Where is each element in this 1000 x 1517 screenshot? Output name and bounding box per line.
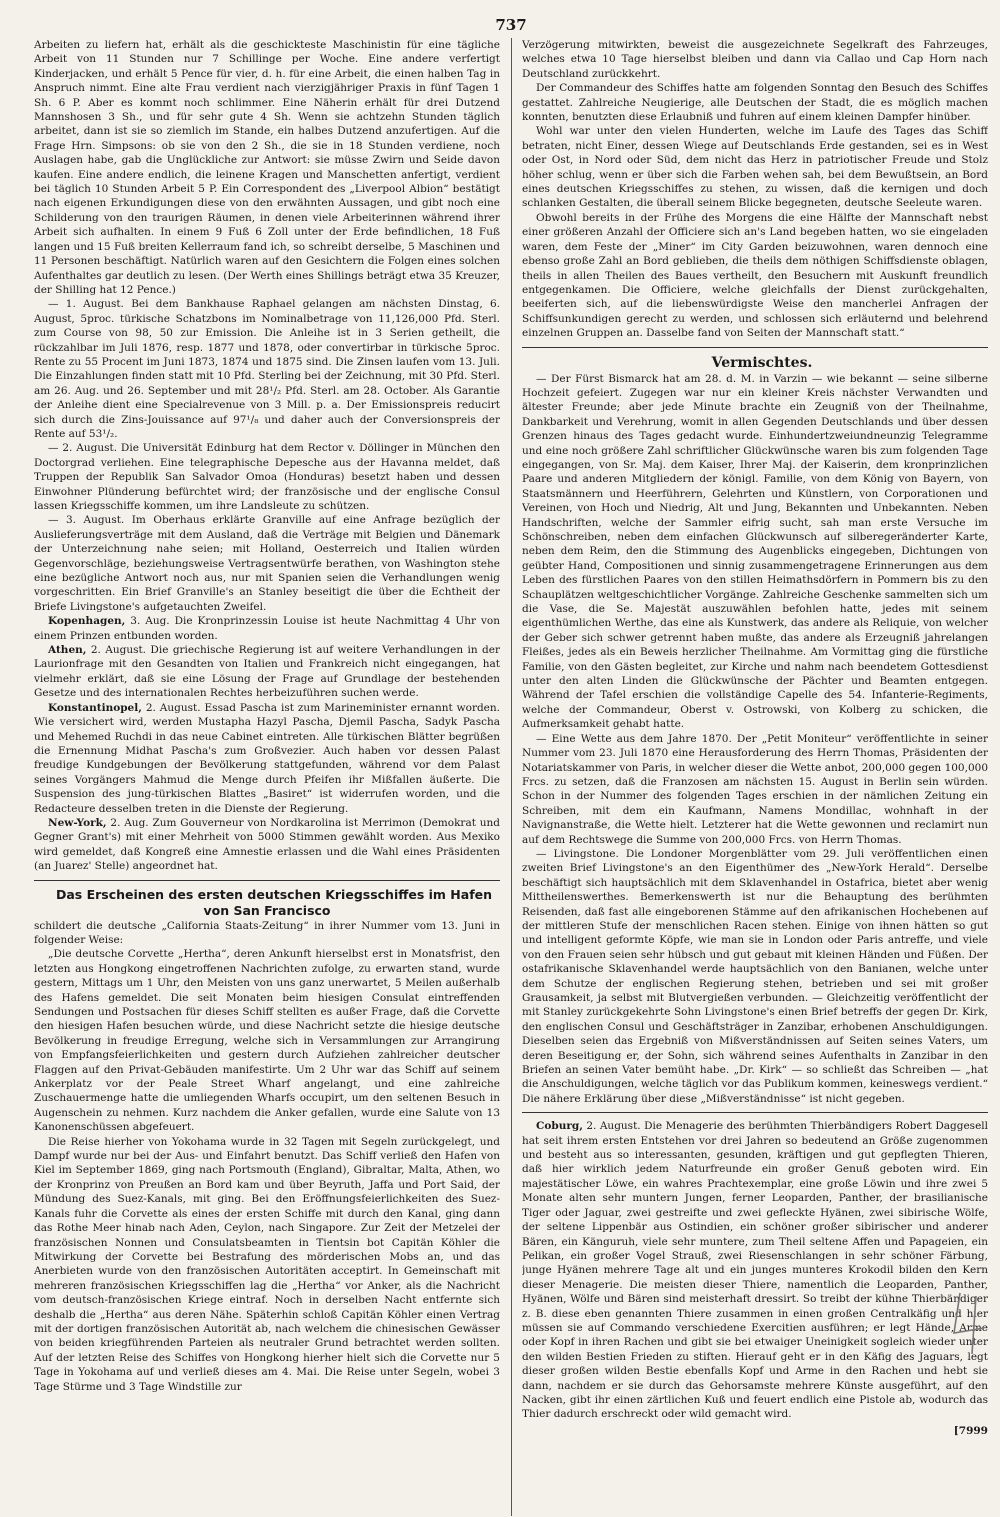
news-text: 2. August. Die griechische Regierung ist auf weitere Verhandlungen in der Laurionfrage mit den Gesandten von Italien und Frankreich nicht eingegangen, hat vielmehr erklärt, daß sie eine Lösung der Frage auf Grundlage der bestehenden Gesetze und des internationalen Rechtes herbeizuführen suchen werde. xyxy=(34,644,500,700)
paragraph: „Die deutsche Corvette „Hertha“, deren Ankunft hierselbst erst in Monatsfrist, den letzten aus Hongkong eingetroffenen Nachrichten zufolge, zu erwarten stand, wurde gestern, Mittags um 1 Uhr, den Meisten von uns ganz unerwartet, 5 Meilen außerhalb des Hafens gemeldet. Die seit Monaten beim hiesigen Consulat eintreffenden Sendungen und Postsachen für dieses Schiff stellten es außer Frage, daß die Corvette den hiesigen Hafen besuchen würde, und diese Nachricht setzte die hiesige deutsche Bevölkerung in freudige Erregung, welche sich in Versammlungen zur Arrangirung von Empfangsfeierlichkeiten und gestern durch Aufziehen zahlreicher deutscher Flaggen auf den Privat-Gebäuden manifestirte. Um 2 Uhr war das Schiff auf seinem Ankerplatz vor der Peale Street Wharf angelangt, und eine zahlreiche Zuschauermenge hatte die umliegenden Wharfs occupirt, um den seltenen Besuch in Augenschein zu nehmen. Kurz nachdem die Anker gefallen, wurde eine Salute von 13 Kanonenschüssen abgefeuert. xyxy=(34,948,500,1134)
news-item xyxy=(522,1119,988,1422)
divider xyxy=(522,1112,988,1113)
paragraph: — 1. August. Bei dem Bankhause Raphael gelangen am nächsten Dinstag, 6. August, 5proc. türkische Schatzbons im Nominalbetrage von 11,126,000 Pfd. Sterl. zum Course von 98, 50 zur Emission. Die Anleihe ist in 3 Serien getheilt, die rückzahlbar im Juli 1876, resp. 1877 und 1878, oder convertirbar in türkische 5proc. Rente zu 55 Procent im Juni 1873, 1874 und 1875 sind. Die Zinsen laufen vom 13. Juli. Die Einzahlungen finden statt mit 10 Pfd. Sterling bei der Zeichnung, mit 30 Pfd. Sterl. am 26. Aug. und 26. September und mit 28¹/₂ Pfd. Sterl. am 28. October. Als Garantie der Anleihe dient eine Specialrevenue von 3 Mill. p. a. Der Emissionspreis reducirt sich durch die Zins-Jouissance auf 97¹/₈ und daher auch der Conversionspreis der Rente auf 53¹/₂. xyxy=(34,298,500,440)
paragraph: Obwohl bereits in der Frühe des Morgens die eine Hälfte der Mannschaft nebst einer größeren Anzahl der Officiere sich an's Land begeben hatten, wo sie eingeladen waren, dem Feste der „Miner“ im City Garden beizuwohnen, waren dennoch eine ebenso große Zahl an Bord geblieben, die theils dem nöthigen Schiffsdienste oblagen, theils in allen Theilen des Baues vertheilt, den Besuchern mit Auskunft freundlich entgegenkamen. Die Officiere, welche gleichfalls der Dienst zurückgehalten, beeiferten sich, auf die liebenswürdigste Weise den mancherlei Anfragen der Schiffsunkundigen gerecht zu werden, und schlossen sich erläuternd und belehrend einzelnen Gruppen an. Dasselbe fand von Seiten der Mannschaft statt.“ xyxy=(522,211,988,340)
news-text: 2. August. Die Menagerie des berühmten Thierbändigers Robert Daggesell hat seit ihrem ersten Entstehen vor drei Jahren so bedeutend an Größe zugenommen und besteht aus so interessanten, gesunden, kräftigen und gut gepflegten Thieren, daß hier wirklich jedem Naturfreunde ein großer Genuß geboten wird. Ein majestätischer Löwe, ein wahres Prachtexemplar, eine große Löwin und ihre zwei 5 Monate alten sehr muntern Jungen, ferner Leoparden, Panther, der brasilianische Tiger oder Jaguar, zwei gestreifte und zwei gefleckte Hyänen, zwei sibirische Wölfe, der seltene Lippenbär aus Ostindien, ein schöner großer sibirischer und anderer Bären, ein Känguruh, viele sehr muntere, zum Theil seltene Affen und Papageien, ein Pelikan, ein großer Vogel Strauß, zwei Riesenschlangen in sehr schöner Färbung, junge Hyänen mehrere Tage alt und ein junges munteres Krokodil bilden den Kern dieser Menagerie. Die meisten dieser Thiere, namentlich die Leoparden, Panther, Hyänen, Wölfe und Bären sind meisterhaft dressirt. So treibt der kühne Thierbändiger z. B. diese eben genannten Thiere zusammen in einen großen Centralkäfig und hier müssen sie auf Commando verschiedene Exercitien ausführen; er legt Hände, Arme oder Kopf in ihren Rachen und gibt sie bei etwaiger Uneinigkeit sogleich wieder unter den wilden Bestien Frieden zu stiften. Hierauf geht er in den Käfig des Jaguars, legt dieser großen wilden Bestie ebenfalls Kopf und Arme in den Rachen und hebt sie dann, nachdem er sie durch das Gehorsamste mehrere Künste ausgeführt, auf den Nacken, gibt ihr einen zärtlichen Kuß und feuert endlich eine Pistole ab, wodurch das Thier dadurch erschreckt oder wild gemacht wird. xyxy=(522,1120,988,1421)
paragraph: Der Commandeur des Schiffes hatte am folgenden Sonntag den Besuch des Schiffes gestattet. Zahlreiche Neugierige, alle Deutschen der Stadt, die es möglich machen konnten, benutzten diese Erlaubniß und fuhren auf einem kleinen Dampfer hinüber. xyxy=(522,82,988,124)
pencil-mark-icon xyxy=(950,1288,988,1358)
paragraph: Verzögerung mitwirkten, beweist die ausgezeichnete Segelkraft des Fahrzeuges, welches etwa 10 Tage hierselbst bleiben und dann via Callao und Cap Horn nach Deutschland zurückkehrt. xyxy=(522,39,988,80)
paragraph: Die Reise hierher von Yokohama wurde in 32 Tagen mit Segeln zurückgelegt, und Dampf wurde nur bei der Aus- und Einfahrt benutzt. Das Schiff verließ den Hafen von Kiel im September 1869, ging nach Portsmouth (England), Gibraltar, Malta, Athen, wo der Kronprinz von Preußen an Bord kam und über Beyruth, Jaffa und Port Said, der Mündung des Suez-Kanals, mit ging. Bei den Eröffnungsfeierlichkeiten des Suez-Kanals fuhr die Corvette als eines der ersten Schiffe mit durch den Kanal, ging dann das Rothe Meer hinab nach Aden, Ceylon, nach Singapore. Zur Zeit der Metzelei der französischen Nonnen und Consulatsbeamten in Tientsin bot Capitän Köhler die Mitwirkung der Corvette bei Bestrafung des mörderischen Mobs an, und das Anerbieten wurde von den französischen Autoritäten acceptirt. In Gemeinschaft mit mehreren französischen Kriegsschiffen lag die „Hertha“ vor Anker, als die Nachricht vom deutsch-französischen Kriege eintraf. Noch in derselben Nacht entfernte sich deshalb die „Hertha“ aus deren Nähe. Späterhin schloß Capitän Köhler einen Vertrag mit der dortigen französischen Autorität ab, nach welchem die chinesischen Gewässer von beiden kriegführenden Parteien als neutraler Grund betrachtet werden sollten. Auf der letzten Reise des Schiffes von Hongkong hierher hielt sich die Corvette nur 5 Tage in Yokohama auf und verließ dieses am 4. Mai. Die Reise unter Segeln, wobei 3 Tage Stürme und 3 Tage Windstille zur xyxy=(34,1135,500,1393)
dateline-place: Athen, xyxy=(48,644,87,657)
news-text: 2. August. Essad Pascha ist zum Marineminister ernannt worden. Wie versichert wird, werden Mustapha Hazyl Pascha, Djemil Pascha, Sadyk Pascha und Mehemed Ruchdi in das neue Cabinet eintreten. Alle türkischen Blätter begrüßen die Ernennung Midhat Pascha's zum Großvezier. Auch haben vor dessen Palast freudige Kundgebungen der Bevölkerung stattgefunden, während vor dem Palast seines Vorgängers Mahmud die Menge durch Pfeifen ihr Mißfallen äußerte. Die Suspension des jung-türkischen Blattes „Basiret“ ist widerrufen worden, und die Redacteure desselben treten in die Dienste der Regierung. xyxy=(34,701,500,815)
news-text: 3. Aug. Die Kronprinzessin Louise ist heute Nachmittag 4 Uhr von einem Prinzen entbunden worden. xyxy=(34,615,500,642)
dateline-place: New-York, xyxy=(48,816,107,829)
paragraph: — Der Fürst Bismarck hat am 28. d. M. in Varzin — wie bekannt — seine silberne Hochzeit gefeiert. Zugegen war nur ein kleiner Kreis nächster Verwandten und ältester Freunde; aber jede Minute brachte ein Zeugniß von der Theilnahme, Dankbarkeit und Verehrung, womit in allen Gegenden Deutschlands und über dessen Grenzen hinaus des Tages gedacht wurde. Einhundertzweiundneunzig Telegramme und eine noch größere Zahl schriftlicher Glückwünsche waren bis zum folgenden Tage eingegangen, von Sr. Maj. dem Kaiser, Ihrer Maj. der Kaiserin, dem kronprinzlichen Paare und anderen Mitgliedern der königl. Familie, von dem König von Bayern, von Staatsmännern und Heerführern, Gelehrten und Künstlern, von Corporationen und Vereinen, von Hoch und Niedrig, Alt und Jung, Bekannten und Unbekannten. Neben Handschriften, welche der Sammler eifrig sucht, sah man erste Versuche im Schönschreiben, neben dem einfachen Glückwunsch auf silberegeränderter Karte, neben dem Reim, den die Stimmung des Augenblicks eingegeben, Dichtungen von geübter Hand, Compositionen und sinnig zusammengetragene Erinnerungen aus dem Leben des fürstlichen Paares von den stillen Heimathsdörfern in Pommern bis zu den Schauplätzen weltgeschichtlicher Vorgänge. Zahlreiche Geschenke sammelten sich um die Vase, die Se. Majestät auszuwählen befohlen hatte, jedes mit seinem eigenthümlichen Werthe, das eine als Kunstwerk, das andere als Reliquie, von welcher der Geber sich schwer getrennt haben mußte, das andere als Erzeugniß jahrelangen Fleißes, jedes als ein Beweis herzlicher Theilnahme. Am Vormittag ging die fürstliche Familie, von den Gästen begleitet, zur Kirche und nahm nach beendetem Gottesdienst unter den alten Linden die Glückwünsche der Pächter und Beamten entgegen. Während der Tafel erschien die vollständige Capelle des 54. Infanterie-Regiments, welche der Commandeur, Oberst v. Ostrowski, von Kolberg zu schicken, die Aufmerksamkeit gehabt hatte. xyxy=(522,372,988,731)
divider xyxy=(522,347,988,348)
paragraph: — 2. August. Die Universität Edinburg hat dem Rector v. Döllinger in München den Doctorgrad verliehen. Eine telegraphische Depesche aus der Havanna meldet, daß Truppen der Republik San Salvador Omoa (Honduras) besetzt haben und dessen Einwohner Plünderung befürchtet wird; der französische und der englische Consul lassen Kriegsschiffe kommen, um ihre Landsleute zu schützen. xyxy=(34,442,500,512)
divider xyxy=(34,880,500,881)
section-title: Vermischtes. xyxy=(711,354,813,371)
paragraph: schildert die deutsche „California Staats-Zeitung“ in ihrer Nummer vom 13. Juni in folgender Weise: xyxy=(34,919,500,946)
page-number: 737 xyxy=(495,16,527,34)
paragraph: Wohl war unter den vielen Hunderten, welche im Laufe des Tages das Schiff betraten, nicht Einer, dessen Wiege auf Deutschlands Erde gestanden, sei es in West oder Ost, in Nord oder Süd, dem nicht das Herz in patriotischer Freude und Stolz höher schlug, wenn er über sich die Farben wehen sah, bei dem Bewußtsein, an Bord eines deutschen Kriegsschiffes zu stehen, zu wissen, daß die kernigen und doch schlanken Gestalten, die überall seinem Blicke begegneten, deutsche Seeleute waren. xyxy=(522,125,988,210)
news-item xyxy=(34,701,500,816)
dateline-place: Kopenhagen, xyxy=(48,615,126,628)
news-item xyxy=(34,643,500,701)
news-item xyxy=(34,816,500,874)
paragraph: Arbeiten zu liefern hat, erhält als die geschickteste Maschinistin für eine tägliche Arbeit von 11 Stunden nur 7 Schillinge per Woche. Eine andere verfertigt Kinderjacken, und erhält 5 Pence für vier, d. h. für eine Arbeit, die einen halben Tag in Anspruch nimmt. Eine alte Frau verdient nach vierzigjähriger Praxis in fünf Tagen 1 Sh. 6 P. Aber es kommt noch schlimmer. Eine Näherin erhält für drei Dutzend Mannshosen 3 Sh., und für sehr gute 4 Sh. Wenn sie achtzehn Stunden täglich arbeitet, dann ist sie so ziemlich im Stande, ein halbes Dutzend anzufertigen. Auf die Frage Hrn. Simpsons: ob sie von den 2 Sh., die sie in 18 Stunden verdiene, noch Auslagen habe, gab die Unglückliche zur Antwort: sie müsse Zwirn und Seide davon kaufen. Eine andere endlich, die leinene Kragen und Manschetten anfertigt, verdient bei täglich 10 Stunden Arbeit 5 P. Ein Correspondent des „Liverpool Albion“ bestätigt nach eigenen Erkundigungen diese von den erwähnten Aussagen, und gibt noch eine Schilderung von den traurigen Räumen, in denen viele Arbeiterinnen während ihrer Arbeit sich aufhalten. In einem 9 Fuß 6 Zoll unter der Erde befindlichen, 18 Fuß langen und 15 Fuß breiten Kellerraum fand ich, so schreibt derselbe, 5 Maschinen und 11 Personen beschäftigt. Natürlich waren auf den Gesichtern die Folgen eines solchen Aufenthaltes gar deutlich zu lesen. (Der Werth eines Shillings beträgt etwa 35 Kreuzer, der Shilling hat 12 Pence.) xyxy=(34,39,500,296)
columns xyxy=(34,38,988,1516)
left-column xyxy=(34,38,500,1516)
article-title: Das Erscheinen des ersten deutschen Kriegsschiffes im Hafen von San Francisco xyxy=(55,886,493,918)
paragraph: — Livingstone. Die Londoner Morgenblätter vom 29. Juli veröffentlichen einen zweiten Brief Livingstone's an den Eigenthümer des „New-York Herald“. Derselbe beschäftigt sich hauptsächlich mit dem Sklavenhandel in Ostafrica, bietet aber wenig Mittheilenswerthes. Bemerkenswerth ist nur die Behauptung des berühmten Reisenden, daß fast alle eingeborenen Stämme auf den afrikanischen Hochebenen auf der mittleren Stufe der menschlichen Racen stehen. Einige von ihnen hätten so gut und intelligent geformte Köpfe, wie man sie in London oder Paris antreffe, und viele von den Frauen seien sehr hübsch und gut gebaut mit kleinen Händen und Füßen. Der ostafrikanische Sklavenhandel werde hauptsächlich von den Banianen, welche unter dem Schutze der englischen Regierung stehen, betrieben und sei mit großer Grausamkeit, ja selbst mit Blutvergießen verbunden. — Gleichzeitig veröffentlicht der mit Stanley zurückgekehrte Sohn Livingstone's einen Brief betreffs der gegen Dr. Kirk, den englischen Consul und Geschäftsträger in Zanzibar, erhobenen Anschuldigungen. Dieselben seien das Ergebniß von Mißverständnissen auf Seiten seines Vaters, um deren Beseitigung er, der Sohn, sich während seines Aufenthalts in Zanzibar in den Briefen an seinen Vater bemüht habe. „Dr. Kirk“ — so schließt das Schreiben — „hat die Anschuldigungen, welche täglich vor das Publikum kommen, keineswegs verdient.“ Die nähere Erklärung über diese „Mißverständnisse“ ist nicht gegeben. xyxy=(522,847,988,1105)
news-text: 2. Aug. Zum Gouverneur von Nordkarolina ist Merrimon (Demokrat und Gegner Grant's) mit einer Mehrheit von 5000 Stimmen gewählt worden. Aus Mexiko wird gemeldet, daß Kongreß eine Amnestie erlassen und die Wahl eines Präsidenten (an Juarez' Stelle) angeordnet hat. xyxy=(34,816,500,873)
column-divider xyxy=(511,38,512,1516)
paragraph: — Eine Wette aus dem Jahre 1870. Der „Petit Moniteur“ veröffentlichte in seiner Nummer vom 23. Juli 1870 eine Herausforderung des Herrn Thomas, Präsidenten der Notariatskammer von Paris, in welcher dieser die Wette anbot, 200,000 gegen 100,000 Frcs. zu setzen, daß die Franzosen am nächsten 15. August in Berlin sein würden. Schon in der Nummer des folgenden Tages erschien in der nämlichen Zeitung ein Schreiben, mit dem ein Kaufmann, Namens Mondillac, wohnhaft in der Navignanstraße, die Wette hielt. Letzterer hat die Wette gewonnen und reclamirt nun auf dem Rechtswege die Summe von 200,000 Frcs. von Herrn Thomas. xyxy=(522,732,988,846)
dateline-place: Coburg, xyxy=(536,1120,583,1133)
right-column xyxy=(522,38,988,1516)
dateline-place: Konstantinopel, xyxy=(48,701,142,714)
news-item xyxy=(34,614,500,643)
paragraph: — 3. August. Im Oberhaus erklärte Granville auf eine Anfrage bezüglich der Auslieferungsverträge mit dem Ausland, daß die Verträge mit Belgien und Dänemark der Unterzeichnung nahe seien; mit Holland, Oesterreich und Italien würden Gegenvorschläge, beziehungsweise Vertragsentwürfe berathen, von Washington stehe eine bezügliche Antwort noch aus, nur mit Spanien seien die Verhandlungen wenig vorgeschritten. Ein Brief Granville's an Stanley beseitigt die über die Echtheit der Briefe Livingstone's aufgetauchten Zweifel. xyxy=(34,514,500,613)
reference-number: [7999 xyxy=(953,1424,988,1437)
